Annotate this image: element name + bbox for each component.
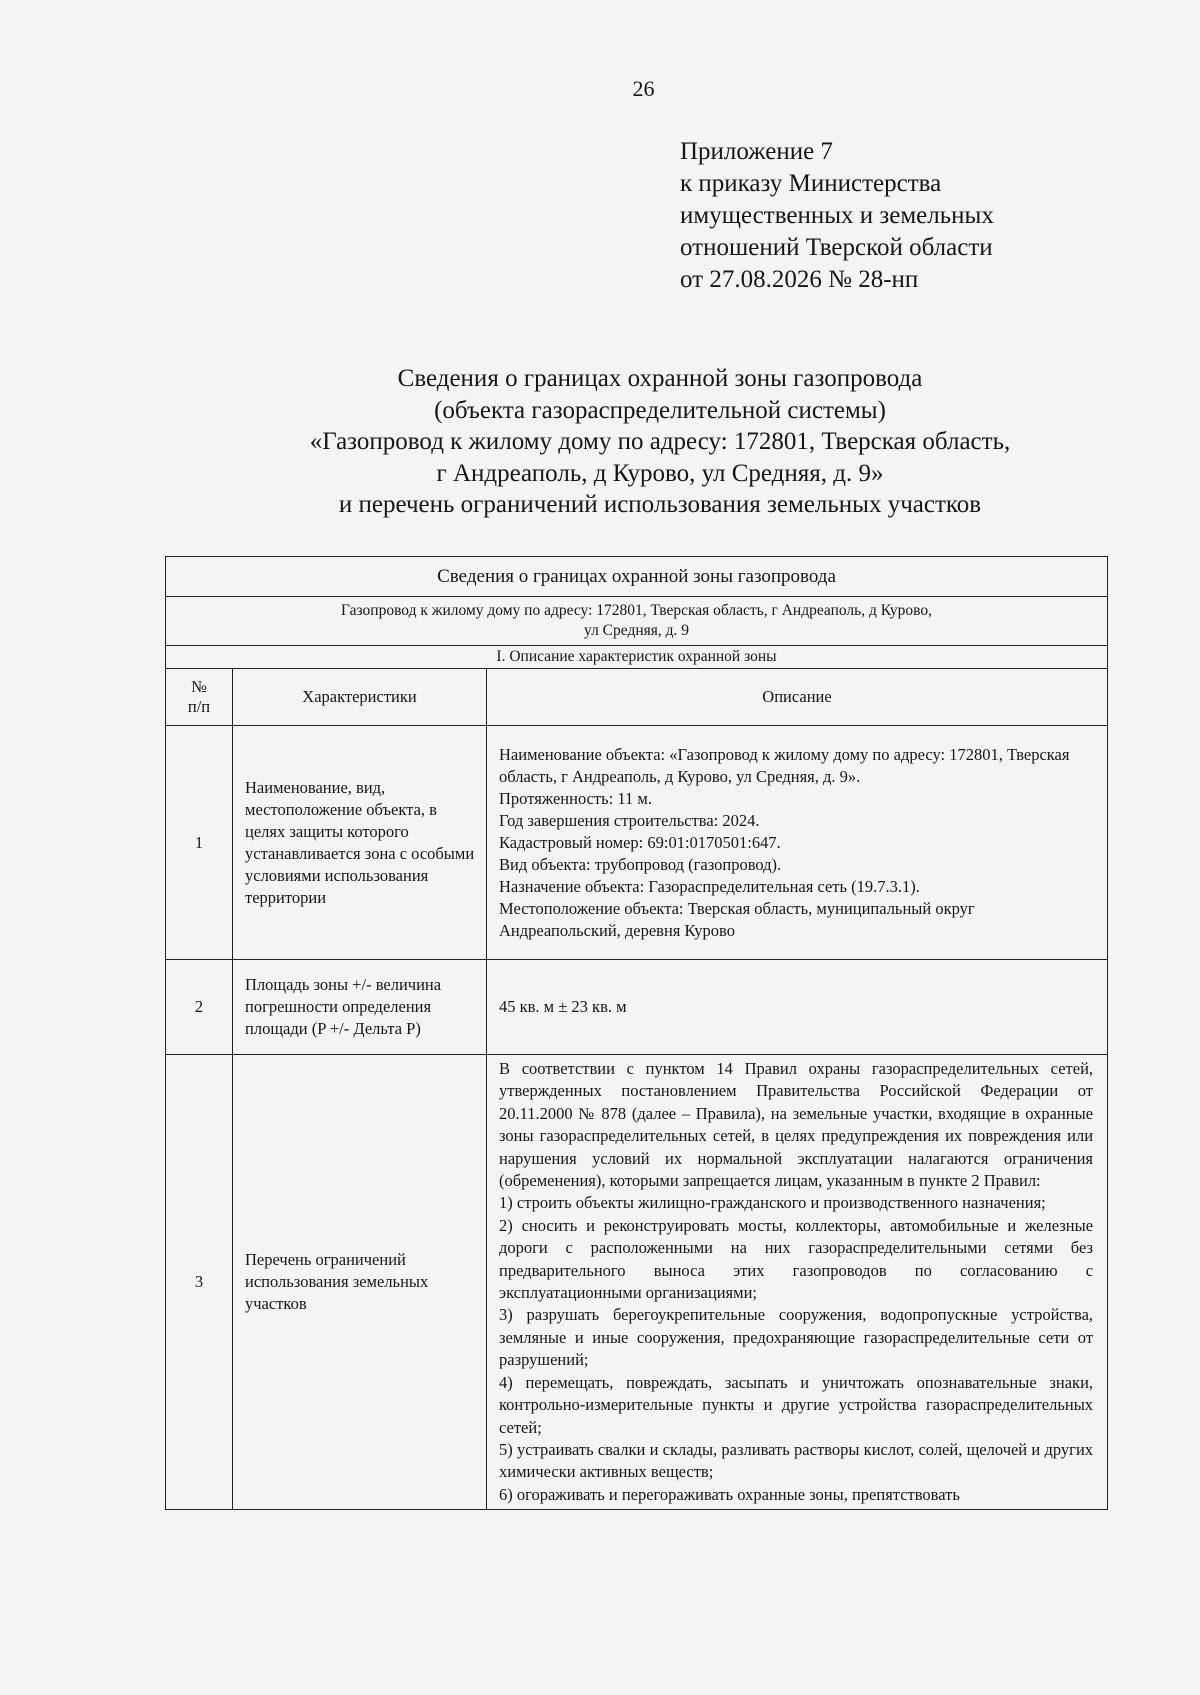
header-num-abbr: п/п: [187, 697, 211, 716]
row-description: [487, 960, 1108, 1055]
appendix-line: к приказу Министерства: [680, 170, 942, 197]
table-row: [166, 726, 1108, 960]
desc-paragraph: 2) сносить и реконструировать мосты, коллекторы, автомобильные и железные дороги с расположенными на них газораспределительными сетями без предварительного выноса этих газопроводов по согласованию с эксплуатационными организациями;: [499, 1215, 1094, 1303]
header-characteristics: Характеристики: [233, 669, 487, 726]
desc-paragraph: 5) устраивать свалки и склады, разливать растворы кислот, солей, щелочей и других химически активных веществ;: [499, 1439, 1094, 1482]
desc-paragraph: В соответствии с пунктом 14 Правил охраны газораспределительных сетей, утвержденных постановлением Правительства Российской Федерации от 20.11.2000 № 878 (далее – Правила), на земельные участки, входящие в охранные зоны газораспределительных сетей, в целях предупреждения их повреждения или нарушения условий их нормальной эксплуатации налагаются ограничения (обременения), которыми запрещается лицам, указанным в пункте 2 Правил:: [499, 1059, 1094, 1191]
title-line: «Газопровод к жилому дому по адресу: 172801, Тверская область,: [309, 428, 1011, 455]
table-object-name: [166, 597, 1108, 646]
desc-paragraph: 1) строить объекты жилищно-гражданского и производственного назначения;: [499, 1193, 1046, 1213]
zone-table: [165, 556, 1108, 1510]
row-characteristic: Перечень ограничений использования земельных участков: [233, 1055, 487, 1510]
title-line: Сведения о границах охранной зоны газопровода: [397, 365, 923, 392]
desc-line: Местоположение объекта: Тверская область, муниципальный округ Андреапольский, деревня Курово: [499, 898, 975, 940]
object-name-line: ул Средняя, д. 9: [584, 622, 690, 639]
header-description: Описание: [487, 669, 1108, 726]
desc-line: Назначение объекта: Газораспределительная сеть (19.7.3.1).: [499, 876, 920, 896]
page-number: 26: [632, 76, 655, 101]
title-line: г Андреаполь, д Курово, ул Средняя, д. 9»: [436, 459, 884, 487]
row-description: [487, 1055, 1108, 1510]
table-part-title: I. Описание характеристик охранной зоны: [166, 646, 1108, 669]
title-line: (объекта газораспределительной системы): [434, 396, 886, 424]
appendix-line: имущественных и земельных: [680, 202, 994, 229]
appendix-line: отношений Тверской области: [680, 234, 993, 261]
appendix-line: Приложение 7: [680, 138, 833, 165]
desc-line: Кадастровый номер: 69:01:0170501:647.: [499, 832, 781, 852]
table-row: [166, 1055, 1108, 1510]
row-number: 2: [166, 960, 233, 1055]
desc-paragraph: 4) перемещать, повреждать, засыпать и уничтожать опознавательные знаки, контрольно-измерительные пункты и другие устройства газораспределительных сетей;: [499, 1372, 1094, 1437]
appendix-block: [680, 136, 1120, 296]
appendix-line: от 27.08.2026 № 28-нп: [680, 266, 919, 293]
row-number: 3: [166, 1055, 233, 1510]
header-num-sign: №: [191, 677, 207, 696]
desc-paragraph: 3) разрушать берегоукрепительные сооружения, водопропускные устройства, земляные и иные сооружения, предохраняющие газораспределительные сети от разрушений;: [499, 1305, 1094, 1370]
desc-line: Наименование объекта: «Газопровод к жилому дому по адресу: 172801, Тверская область, г Андреаполь, д Курово, ул Средняя, д. 9».: [499, 744, 1070, 786]
desc-line: Протяженность: 11 м.: [499, 788, 652, 808]
table-section-title: Сведения о границах охранной зоны газопровода: [166, 557, 1108, 597]
row-description: [487, 726, 1108, 960]
header-num: [166, 669, 233, 726]
row-characteristic: Площадь зоны +/- величина погрешности определения площади (P +/- Дельта P): [233, 960, 487, 1055]
desc-line: Год завершения строительства: 2024.: [499, 810, 760, 830]
object-name-line: Газопровод к жилому дому по адресу: 172801, Тверская область, г Андреаполь, д Курово,: [341, 602, 932, 619]
document-title: [160, 363, 1160, 521]
row-characteristic: Наименование, вид, местоположение объекта, в целях защиты которого устанавливается зона с особыми условиями использования территории: [233, 726, 487, 960]
row-number: 1: [166, 726, 233, 960]
desc-paragraph: 6) огораживать и перегораживать охранные зоны, препятствовать: [499, 1484, 960, 1504]
title-line: и перечень ограничений использования земельных участков: [338, 491, 982, 518]
desc-line: Вид объекта: трубопровод (газопровод).: [499, 854, 782, 874]
desc-line: 45 кв. м ± 23 кв. м: [499, 997, 627, 1016]
table-row: [166, 960, 1108, 1055]
